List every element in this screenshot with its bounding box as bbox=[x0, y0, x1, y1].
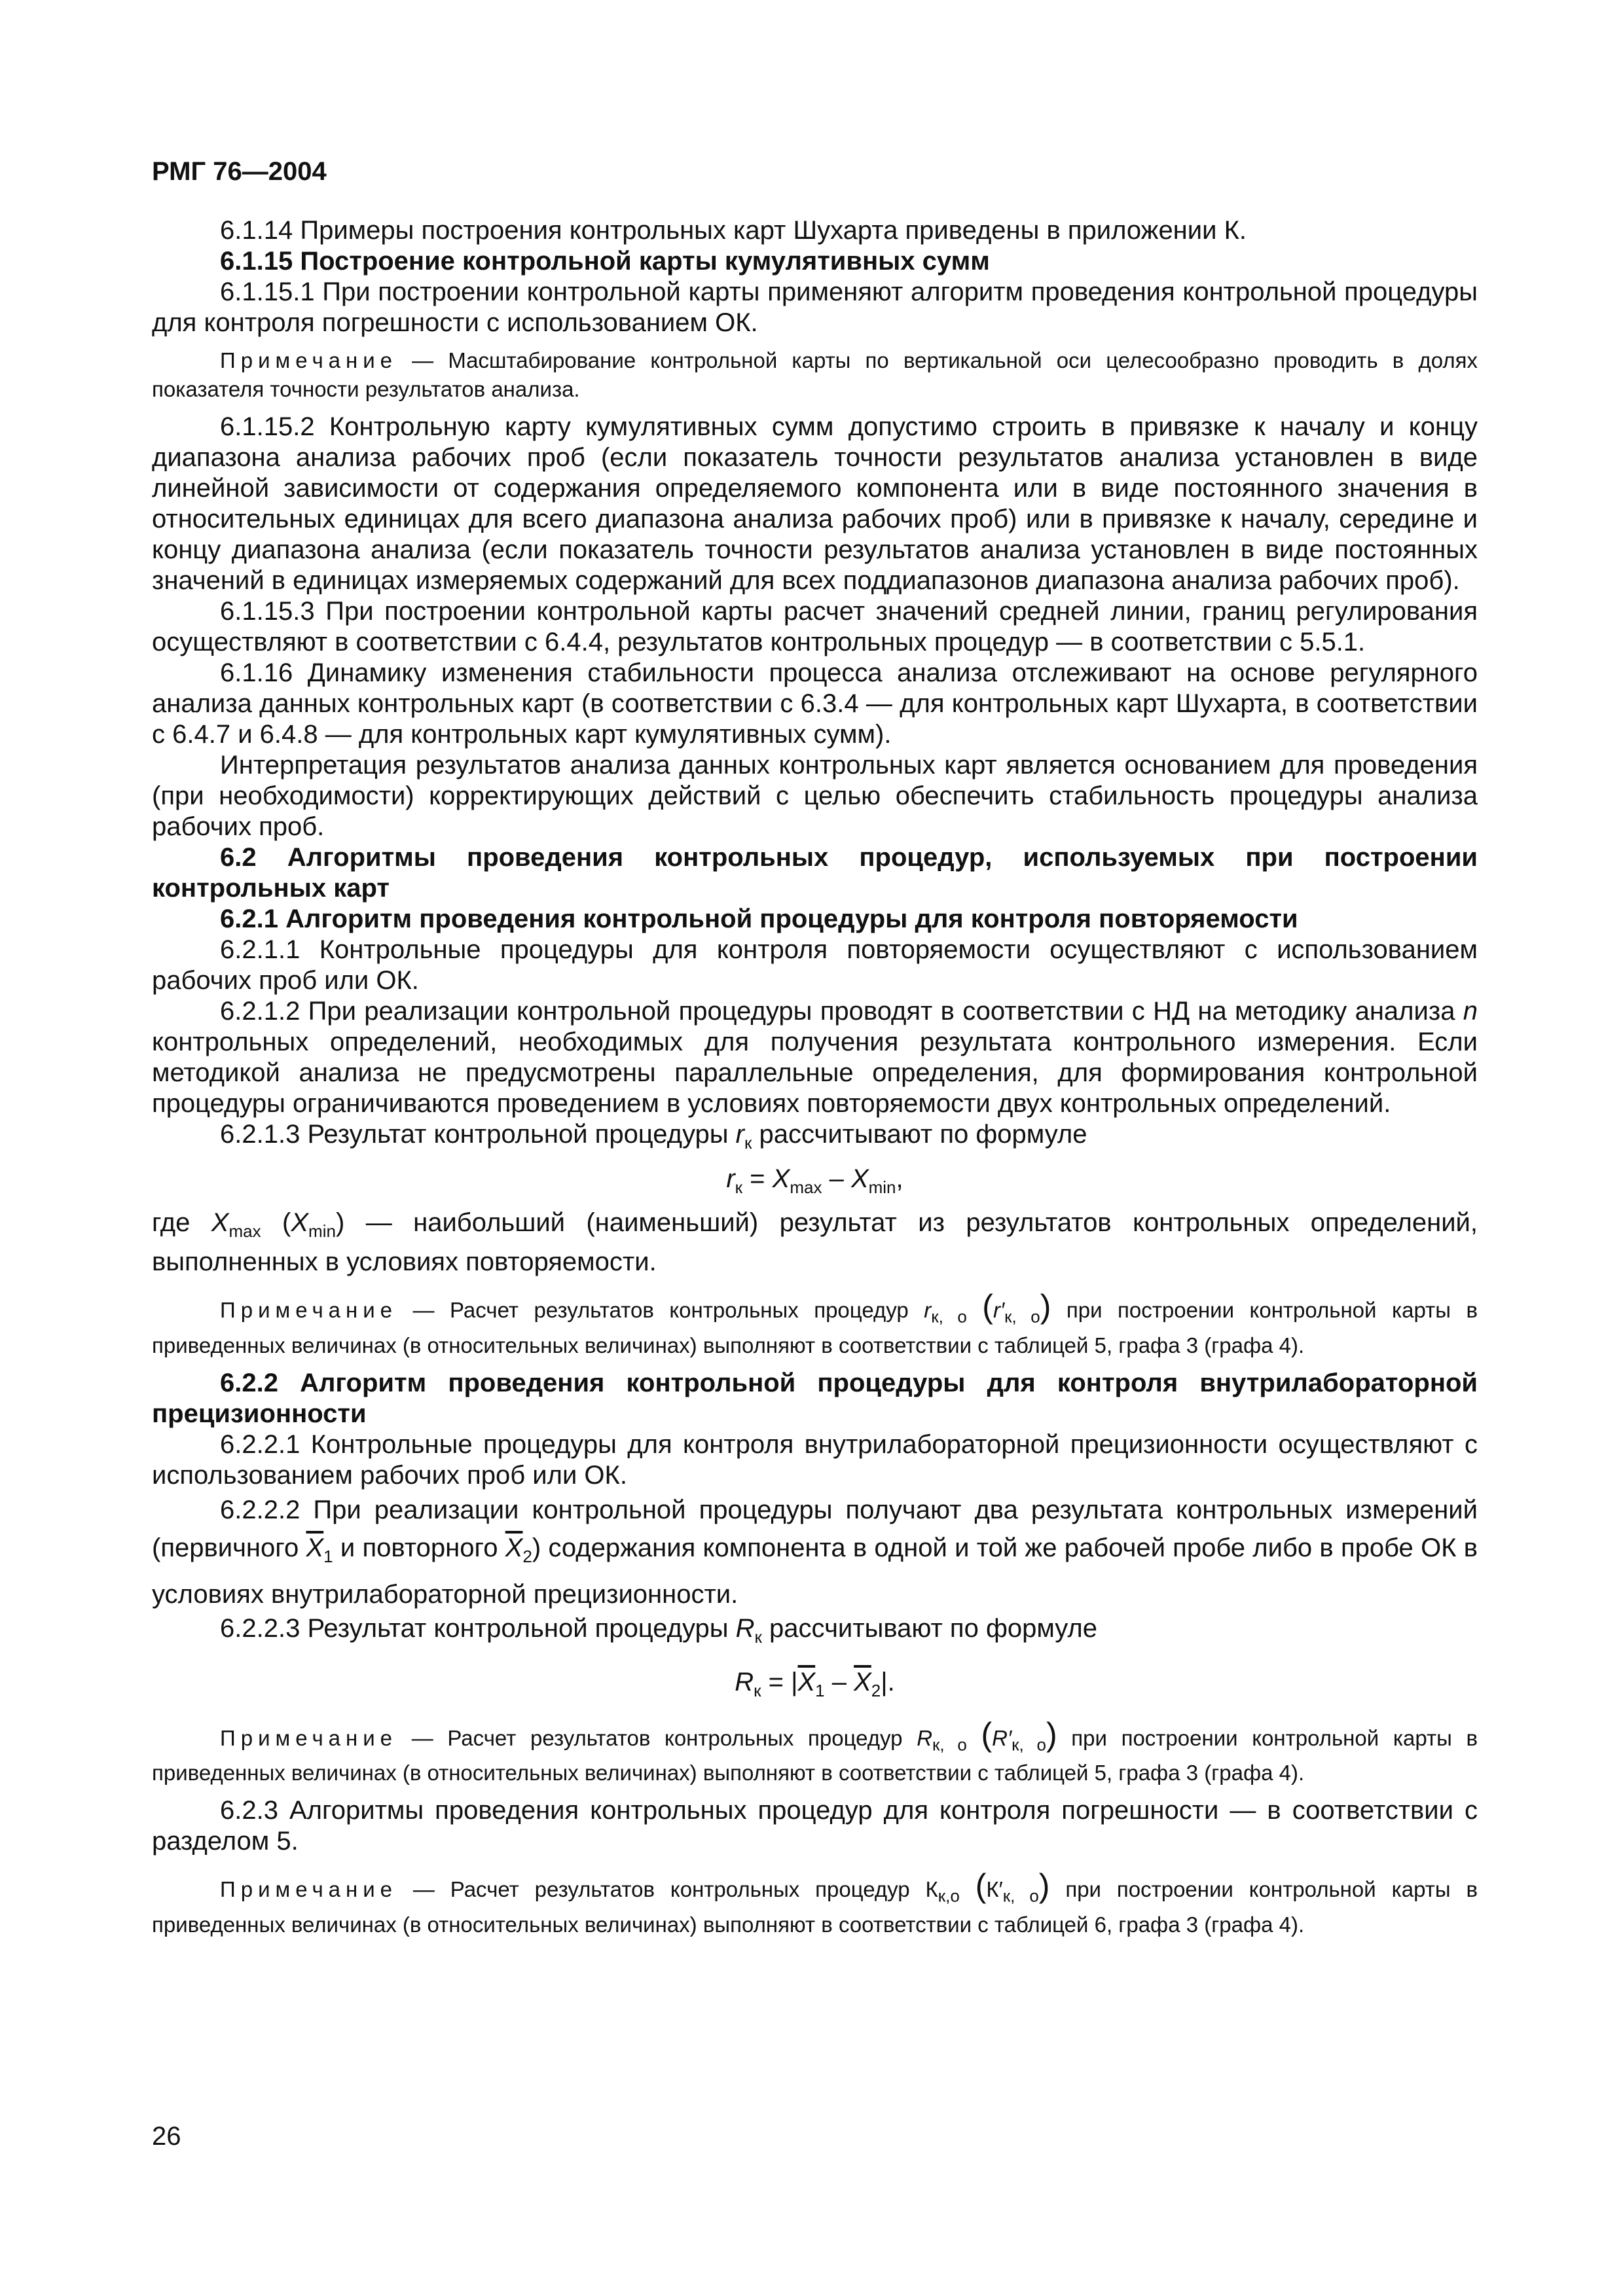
document-page bbox=[152, 157, 1478, 1947]
note: Примечание — Расчет результатов контрольных процедур $R_{к, о}$ $(R'_{к, о})$ при построении контрольной карты в приведенных величинах (в относительных величинах) выполняют в соответствии с таблицей 5, графа 3 (графа 4). bbox=[152, 1715, 1478, 1785]
paragraph: 6.2.3 Алгоритмы проведения контрольных процедур для контроля погрешности — в соответствии с разделом 5. bbox=[152, 1796, 1478, 1856]
text-run: 6.2.2.2 При реализации контрольной процедуры получают два результата контрольных измерений (первичного bbox=[152, 1495, 1478, 1562]
paragraph: Интерпретация результатов анализа данных контрольных карт является основанием для проведения (при необходимости) корректирующих действий с целью обеспечить стабильность процедуры анализа рабочих проб. bbox=[152, 751, 1478, 841]
note-label: Примечание bbox=[220, 1298, 398, 1322]
subscript: к, о bbox=[1012, 1734, 1046, 1755]
note-text: при построении контрольной карты в приведенных величинах (в относительных величинах) выполняют в соответствии с таблицей 5, графа 3 (графа 4). bbox=[152, 1725, 1478, 1785]
text-run: ( bbox=[261, 1208, 291, 1237]
formula-symbol: R bbox=[735, 1667, 754, 1696]
formula-subscript: min bbox=[868, 1177, 896, 1197]
formula-symbol: X bbox=[772, 1164, 790, 1193]
subscript: 2 bbox=[522, 1546, 532, 1566]
text-run: 6.2.2.3 Результат контрольной процедуры bbox=[220, 1613, 736, 1643]
subscript: min bbox=[308, 1221, 336, 1241]
symbol-x: X bbox=[211, 1208, 229, 1237]
paragraph bbox=[152, 1613, 1478, 1653]
formula-symbol: r bbox=[726, 1164, 735, 1193]
note-label: Примечание bbox=[220, 1877, 398, 1902]
section-heading: 6.2.1 Алгоритм проведения контрольной процедуры для контроля повторяемости bbox=[220, 905, 1298, 933]
note-text: — Расчет результатов контрольных процедур bbox=[412, 1877, 926, 1902]
symbol-K-prime: К′ bbox=[986, 1877, 1003, 1902]
formula-operator: – bbox=[824, 1667, 854, 1696]
text-run: рассчитывают по формуле bbox=[752, 1120, 1087, 1149]
symbol-r-prime: r′ bbox=[993, 1298, 1005, 1322]
paragraph: 6.1.16 Динамику изменения стабильности процесса анализа отслеживают на основе регулярного анализа данных контрольных карт (в соответствии с 6.3.4 — для контрольных карт Шухарта, в соответствии с 6.4.7 и 6.4.8 — для контрольных карт кумулятивных сумм). bbox=[152, 658, 1478, 749]
subscript: к,о bbox=[938, 1886, 960, 1906]
formula-subscript: к bbox=[754, 1680, 761, 1700]
formula-symbol: $\overline{X}$ bbox=[854, 1667, 871, 1696]
paragraph bbox=[152, 1208, 1478, 1278]
paragraph: 6.1.14 Примеры построения контрольных карт Шухарта приведены в приложении К. bbox=[220, 216, 1247, 245]
note bbox=[152, 346, 1478, 404]
formula-punct: |. bbox=[881, 1667, 895, 1696]
formula-operator: = bbox=[742, 1164, 773, 1193]
formula-subscript: max bbox=[790, 1177, 822, 1197]
text-run: 6.2.1.3 Результат контрольной процедуры bbox=[220, 1120, 736, 1149]
note-text: — Масштабирование контрольной карты по вертикальной оси целесообразно проводить в долях показателя точности результатов анализа. bbox=[152, 348, 1478, 401]
symbol-n: n bbox=[1463, 997, 1478, 1026]
page-number: 26 bbox=[152, 2122, 181, 2151]
symbol-K: К bbox=[925, 1877, 938, 1902]
text-run: где bbox=[152, 1208, 211, 1237]
symbol-x-bar: $\overline{X}$ bbox=[306, 1533, 324, 1562]
subscript: к bbox=[754, 1626, 762, 1647]
symbol-R: R bbox=[917, 1725, 933, 1750]
subscript: max bbox=[228, 1221, 261, 1241]
note-label: Примечание bbox=[220, 1725, 398, 1750]
formula-symbol: $\overline{X}$ bbox=[797, 1667, 816, 1696]
document-header: РМГ 76—2004 bbox=[152, 157, 327, 186]
section-heading: 6.1.15 Построение контрольной карты кумулятивных сумм bbox=[220, 247, 990, 276]
text-run: и повторного bbox=[333, 1533, 505, 1562]
symbol-R: R bbox=[735, 1613, 755, 1643]
note-text: — Расчет результатов контрольных процедур bbox=[412, 1298, 924, 1322]
paragraph: 6.2.2.1 Контрольные процедуры для контроля внутрилабораторной прецизионности осуществляют с использованием рабочих проб или ОК. bbox=[152, 1429, 1478, 1490]
formula-subscript: 1 bbox=[815, 1680, 825, 1700]
paragraph: 6.1.15.1 При построении контрольной карты применяют алгоритм проведения контрольной процедуры для контроля погрешности с использованием ОК. bbox=[152, 278, 1478, 337]
text-run: рассчитывают по формуле bbox=[761, 1613, 1097, 1643]
subscript: 1 bbox=[323, 1546, 333, 1566]
section-heading: 6.2.2 Алгоритм проведения контрольной процедуры для контроля внутрилабораторной прецизионности bbox=[152, 1368, 1478, 1428]
formula-subscript: 2 bbox=[871, 1680, 881, 1700]
section-heading: 6.2 Алгоритмы проведения контрольных процедур, используемых при построении контрольных карт bbox=[152, 843, 1478, 903]
formula-operator: = | bbox=[761, 1667, 798, 1696]
paragraph: 6.1.15.3 При построении контрольной карты расчет значений средней линии, границ регулирования осуществляют в соответствии с 6.4.4, результатов контрольных процедур — в соответствии с 5.5.1. bbox=[152, 597, 1478, 656]
formula-subscript: к bbox=[735, 1177, 743, 1197]
subscript: к bbox=[744, 1133, 752, 1153]
paragraph bbox=[152, 1491, 1478, 1613]
symbol-r: r bbox=[735, 1120, 744, 1149]
note-text: при построении контрольной карты в приведенных величинах (в относительных величинах) выполняют в соответствии с таблицей 6, графа 3 (графа 4). bbox=[152, 1877, 1478, 1937]
note-label: Примечание bbox=[220, 348, 398, 372]
note-text: при построении контрольной карты в приведенных величинах (в относительных величинах) выполняют в соответствии с таблицей 5, графа 3 (графа 4). bbox=[152, 1298, 1478, 1357]
paragraph: 6.2.1.1 Контрольные процедуры для контроля повторяемости осуществляют с использованием рабочих проб или ОК. bbox=[152, 935, 1478, 995]
note-text: — Расчет результатов контрольных процедур bbox=[411, 1725, 917, 1750]
symbol-R-prime: R′ bbox=[992, 1725, 1012, 1750]
symbol-x-bar: $\overline{X}$ bbox=[505, 1533, 523, 1562]
subscript: к, о bbox=[1004, 1306, 1040, 1327]
subscript: к, о bbox=[1002, 1886, 1039, 1906]
text-run: ) содержания компонента в одной и той же рабочей пробе либо в пробе ОК в условиях внутрилабораторной прецизионности. bbox=[152, 1533, 1478, 1609]
paragraph: 6.1.15.2 Контрольную карту кумулятивных сумм допустимо строить в привязке к началу и концу диапазона анализа рабочих проб (если показатель точности результатов анализа установлен в виде линейной зависимости от содержания определяемого компонента или в виде постоянного значения в относительных единицах для всего диапазона анализа рабочих проб) или в привязке к началу, середине и концу диапазона анализа (если показатель точности результатов анализа установлен в виде постоянных значений в единицах измеряемых содержаний для всех поддиапазонов диапазона анализа рабочих проб). bbox=[152, 412, 1478, 595]
text-run: ) — наибольший (наименьший) результат из результатов контрольных определений, выполненных в условиях повторяемости. bbox=[152, 1208, 1478, 1276]
text-run: 6.2.1.2 При реализации контрольной процедуры проводят в соответствии с НД на методику анализа bbox=[220, 997, 1463, 1026]
paragraph bbox=[152, 1119, 1478, 1158]
note: Примечание — Расчет результатов контрольных процедур $r_{к, о}$ $(r'_{к, о})$ при построении контрольной карты в приведенных величинах (в относительных величинах) выполняют в соответствии с таблицей 5, графа 3 (графа 4). bbox=[152, 1288, 1478, 1357]
paragraph bbox=[152, 996, 1478, 1119]
formula-repeatability bbox=[152, 1161, 1478, 1205]
symbol-x: X bbox=[291, 1208, 309, 1237]
note: Примечание — Расчет результатов контрольных процедур $К_{к,о}$ $(К'_{к, о})$ при построении контрольной карты в приведенных величинах (в относительных величинах) выполняют в соответствии с таблицей 6, графа 3 (графа 4). bbox=[152, 1867, 1478, 1937]
subscript: к, о bbox=[931, 1306, 967, 1327]
formula-punct: , bbox=[896, 1164, 903, 1193]
formula-precision bbox=[152, 1664, 1478, 1708]
formula-operator: – bbox=[822, 1164, 851, 1193]
subscript: к, о bbox=[932, 1734, 967, 1755]
text-run: контрольных определений, необходимых для получения результата контрольного измерения. Если методикой анализа не предусмотрены параллельные определения, для формирования контрольной процедуры ограничиваются проведением в условиях повторяемости двух контрольных определений. bbox=[152, 1028, 1478, 1118]
formula-symbol: X bbox=[850, 1164, 869, 1193]
symbol-r: r bbox=[924, 1298, 932, 1322]
